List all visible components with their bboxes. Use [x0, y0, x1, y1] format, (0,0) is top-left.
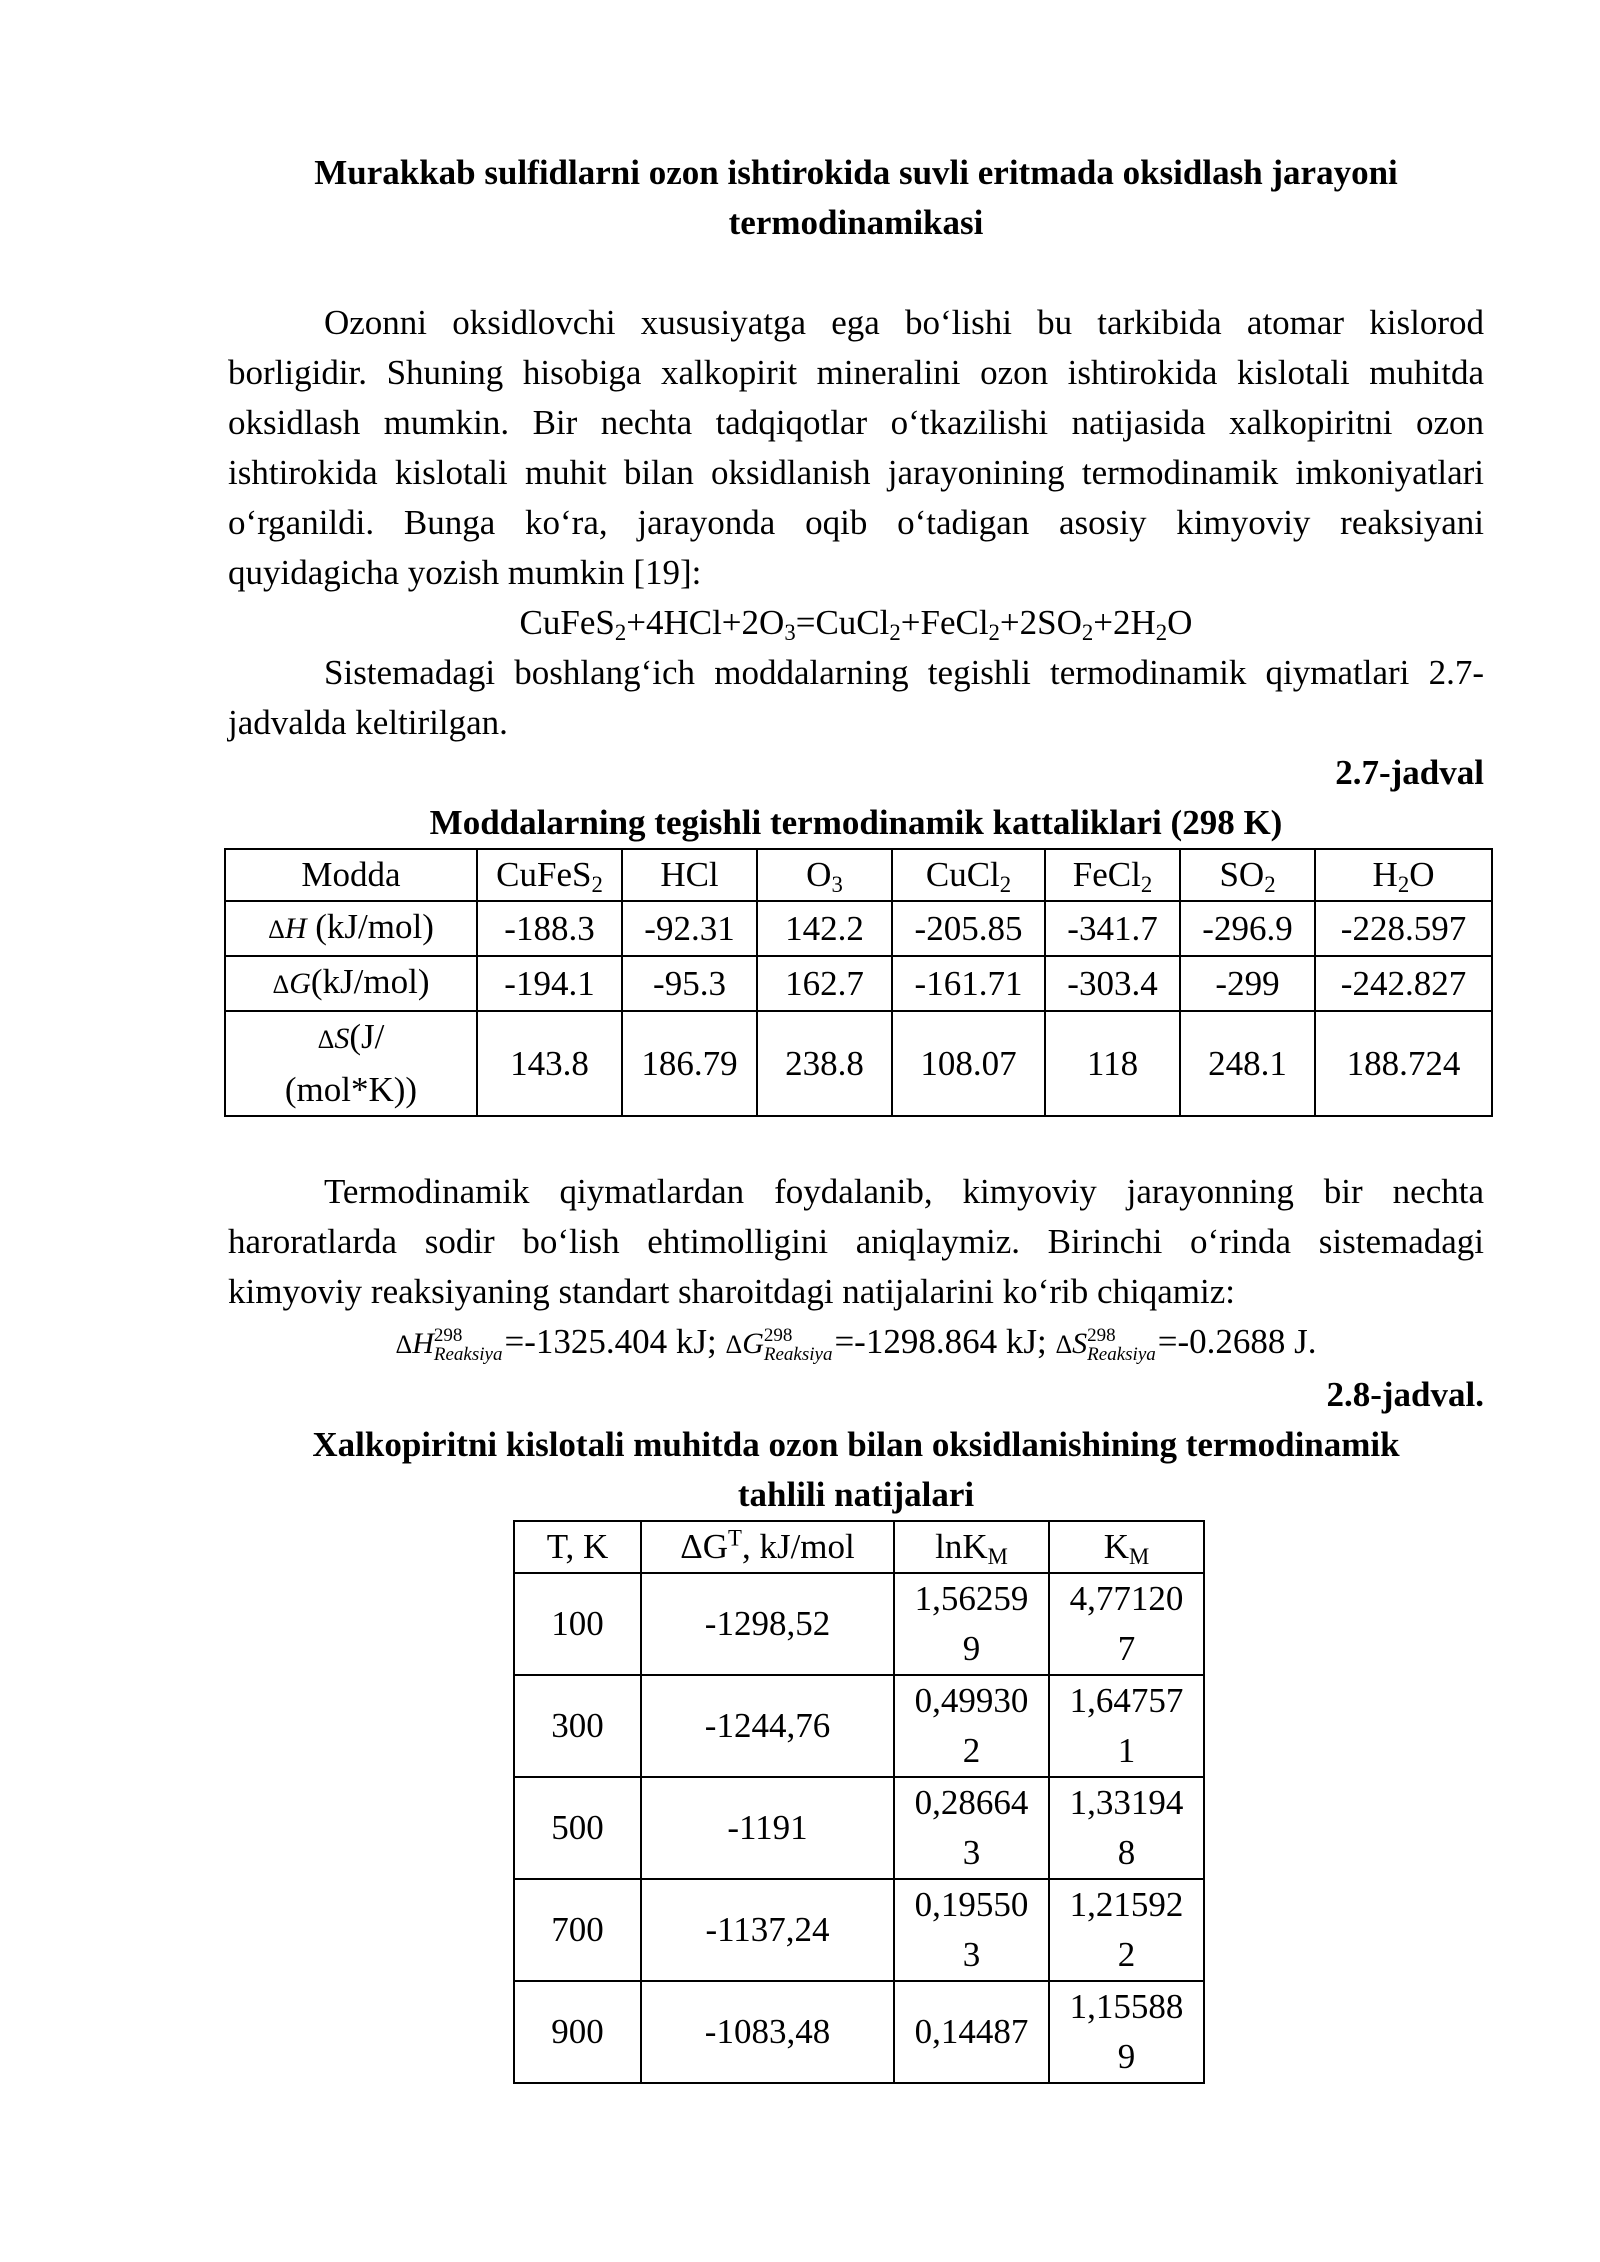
header-cell: $O_3$: [757, 849, 892, 901]
reaction-equation: $CuFeS_2+4HCl+2O_3=CuCl_2+FeCl_2+2SO_2+2H_2O$: [519, 603, 1193, 646]
header-cell: CuCl$_2$: [892, 849, 1045, 901]
caption-line-1: Xalkopiritni kislotali muhitda ozon bilan oksidlanishining termodinamik: [312, 1425, 1400, 1464]
table-28-label: 2.8-jadval.: [1326, 1375, 1484, 1414]
table-cell: -92.31: [622, 901, 757, 956]
table-row: [514, 1981, 1204, 2083]
header-cell: $\Delta G^T$, kJ/mol: [641, 1521, 894, 1573]
table-cell: -1191: [641, 1777, 894, 1879]
table-cell: 142.2: [757, 901, 892, 956]
table-cell: 1,56259 9: [894, 1573, 1049, 1675]
header-cell: T, K: [514, 1521, 641, 1573]
table-cell: -205.85: [892, 901, 1045, 956]
table-row: [225, 956, 1492, 1011]
header-cell: $H_2O$: [1315, 849, 1492, 901]
header-cell: $SO_2$: [1180, 849, 1315, 901]
table-cell: 186.79: [622, 1011, 757, 1116]
table-27-caption: Moddalarning tegishli termodinamik kattaliklari (298 K): [429, 803, 1283, 842]
table-cell: -161.71: [892, 956, 1045, 1011]
table-row: [514, 1879, 1204, 1981]
table-cell: -303.4: [1045, 956, 1180, 1011]
table-27-label: 2.7-jadval: [1335, 753, 1484, 792]
table-row: [225, 1011, 1492, 1116]
paragraph-intro: Ozonni oksidlovchi xususiyatga ega bo‘lishi bu tarkibida atomar kislorod borligidir. Shuning hisobiga xalkopirit mineralini ozon ishtirokida kislotali muhitda oksidlash mumkin. Bir nechta tadqiqotlar o‘tkazilishi natijasida xalkopiritni ozon ishtirokida kislotali muhit bilan oksidlanish jarayonining termodinamik imkoniyatlari o‘rganildi. Bunga ko‘ra, jarayonda oqib o‘tadigan asosiy kimyoviy reaksiyani quyidagicha yozish mumkin [19]:: [228, 303, 1484, 592]
table-cell: -95.3: [622, 956, 757, 1011]
caption-line-2: tahlili natijalari: [737, 1475, 975, 1514]
row-label: ΔS(J/ (mol*K)): [225, 1011, 477, 1116]
table-row: [514, 1573, 1204, 1675]
table-cell: -242.827: [1315, 956, 1492, 1011]
table-cell: 0,28664 3: [894, 1777, 1049, 1879]
table-28-header-row: [514, 1521, 1204, 1573]
table-cell: 248.1: [1180, 1011, 1315, 1116]
table-cell: 300: [514, 1675, 641, 1777]
table-27-header-row: [225, 849, 1492, 901]
header-cell: Modda: [225, 849, 477, 901]
row-label: ΔG(kJ/mol): [225, 956, 477, 1011]
header-cell: HCl: [622, 849, 757, 901]
table-cell: 238.8: [757, 1011, 892, 1116]
table-cell: 0,14487: [894, 1981, 1049, 2083]
title-line-1: Murakkab sulfidlarni ozon ishtirokida suvli eritmada oksidlash jarayoni: [314, 153, 1398, 192]
header-cell: CuFeS$_2$: [477, 849, 622, 901]
standard-values-line: ΔH 298 Reaksiya =-1325.404 kJ; ΔG 298 Reaksiya =-1298.864 kJ; ΔS 298 Reaksiya =-0.2688 J.: [395, 1322, 1317, 1365]
table-cell: 0,49930 2: [894, 1675, 1049, 1777]
table-cell: -1083,48: [641, 1981, 894, 2083]
header-cell: lnK$_M$: [894, 1521, 1049, 1573]
table-cell: 143.8: [477, 1011, 622, 1116]
table-cell: 700: [514, 1879, 641, 1981]
table-cell: 118: [1045, 1011, 1180, 1116]
table-cell: -296.9: [1180, 901, 1315, 956]
table-cell: 0,19550 3: [894, 1879, 1049, 1981]
table-row: [514, 1675, 1204, 1777]
table-row: [514, 1777, 1204, 1879]
table-cell: 1,21592 2: [1049, 1879, 1204, 1981]
table-cell: 1,33194 8: [1049, 1777, 1204, 1879]
table-cell: -1137,24: [641, 1879, 894, 1981]
thermodynamic-properties-table: [224, 848, 1493, 1117]
table-cell: -228.597: [1315, 901, 1492, 956]
paragraph-analysis: Termodinamik qiymatlardan foydalanib, kimyoviy jarayonning bir nechta haroratlarda sodir bo‘lish ehtimolligini aniqlaymiz. Birinchi o‘rinda sistemadagi kimyoviy reaksiyaning standart sharoitdagi natijalarini ko‘rib chiqamiz:: [228, 1172, 1484, 1311]
table-cell: 188.724: [1315, 1011, 1492, 1116]
header-cell: $K_M$: [1049, 1521, 1204, 1573]
table-cell: 900: [514, 1981, 641, 2083]
table-row: [225, 901, 1492, 956]
table-cell: 4,77120 7: [1049, 1573, 1204, 1675]
table-cell: 1,64757 1: [1049, 1675, 1204, 1777]
row-label: ΔH (kJ/mol): [225, 901, 477, 956]
table-cell: -188.3: [477, 901, 622, 956]
table-cell: -341.7: [1045, 901, 1180, 956]
table-cell: -194.1: [477, 956, 622, 1011]
title-line-2: termodinamikasi: [728, 203, 984, 242]
table-28-caption: [228, 1420, 1484, 1520]
table-cell: 100: [514, 1573, 641, 1675]
table-cell: -1244,76: [641, 1675, 894, 1777]
table-cell: 1,15588 9: [1049, 1981, 1204, 2083]
paragraph-table-ref: Sistemadagi boshlang‘ich moddalarning tegishli termodinamik qiymatlari 2.7-jadvalda keltirilgan.: [228, 653, 1484, 742]
table-cell: -299: [1180, 956, 1315, 1011]
table-cell: -1298,52: [641, 1573, 894, 1675]
table-cell: 162.7: [757, 956, 892, 1011]
thermodynamic-analysis-table: [513, 1520, 1205, 2084]
document-title: [228, 148, 1484, 248]
header-cell: FeCl$_2$: [1045, 849, 1180, 901]
table-cell: 108.07: [892, 1011, 1045, 1116]
page-content: [228, 148, 1484, 2084]
table-cell: 500: [514, 1777, 641, 1879]
